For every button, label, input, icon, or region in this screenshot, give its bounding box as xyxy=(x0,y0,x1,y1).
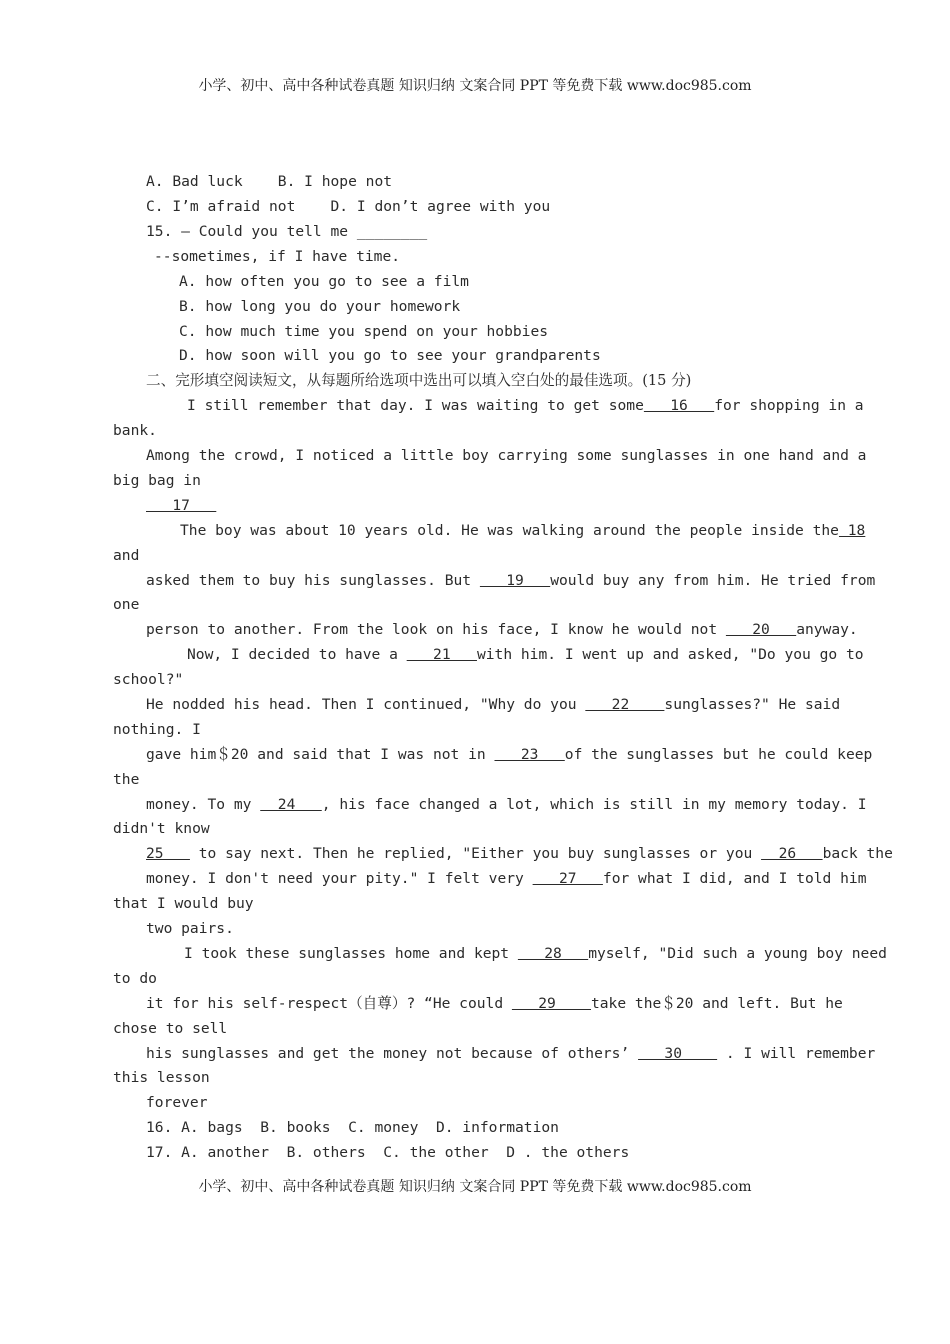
q14-options-line1: A. Bad luck B. I hope not xyxy=(146,173,393,190)
passage-line: this lesson xyxy=(113,1069,210,1086)
blank-24: 24 xyxy=(260,796,322,813)
q17-options: 17. A. another B. others C. the other D . the others xyxy=(146,1144,630,1161)
q15-option-c: C. how much time you spend on your hobbies xyxy=(179,323,549,340)
section-heading: 二、完形填空阅读短文，从每题所给选项中选出可以填入空白处的最佳选项。(15 分) xyxy=(146,372,692,389)
passage-line: two pairs. xyxy=(146,920,234,937)
blank-17: 17 xyxy=(146,497,217,514)
passage-line: Now, I decided to have a 21 with him. I went up and asked, "Do you go to xyxy=(187,646,864,663)
q15-option-a: A. how often you go to see a film xyxy=(179,273,469,290)
q15-stem: 15. — Could you tell me ________ xyxy=(146,223,428,240)
blank-16: 16 xyxy=(643,397,715,414)
page-footer: 小学、初中、高中各种试卷真题 知识归纳 文案合同 PPT 等免费下载 www.doc985.com xyxy=(198,1179,752,1195)
passage-line: money. To my 24 , his face changed a lot, which is still in my memory today. I xyxy=(146,796,867,813)
passage-line: and xyxy=(113,547,140,564)
blank-26: 26 xyxy=(761,845,823,862)
q15-option-d: D. how soon will you go to see your grandparents xyxy=(179,347,601,364)
page-header: 小学、初中、高中各种试卷真题 知识归纳 文案合同 PPT 等免费下载 www.doc985.com xyxy=(198,78,752,94)
q15-answer: --sometimes, if I have time. xyxy=(154,248,401,265)
passage-line: one xyxy=(113,596,140,613)
passage-line: person to another. From the look on his face, I know he would not 20 anyway. xyxy=(146,621,858,638)
passage-line: The boy was about 10 years old. He was walking around the people inside the 18 xyxy=(180,522,866,539)
passage-line: chose to sell xyxy=(113,1020,228,1037)
blank-18: 18 xyxy=(838,522,866,539)
q14-options-line2: C. I’m afraid not D. I don’t agree with you xyxy=(146,198,551,215)
blank-30: 30 xyxy=(638,1045,718,1062)
passage-line: asked them to buy his sunglasses. But 19 would buy any from him. He tried from xyxy=(146,572,876,589)
passage-line: that I would buy xyxy=(113,895,254,912)
passage-line: 25 to say next. Then he replied, "Either you buy sunglasses or you 26 back the xyxy=(146,845,893,862)
blank-25: 25 xyxy=(146,845,190,862)
passage-line: He nodded his head. Then I continued, "Why do you 22 sunglasses?" He said xyxy=(146,696,841,713)
q16-options: 16. A. bags B. books C. money D. information xyxy=(146,1119,559,1136)
blank-23: 23 xyxy=(494,746,565,763)
blank-19: 19 xyxy=(479,572,551,589)
passage-line: it for his self-respect（自尊）? “He could 29 take the＄20 and left. But he xyxy=(146,995,843,1012)
passage-line: forever xyxy=(146,1094,208,1111)
passage-line: bank. xyxy=(113,422,157,439)
passage-line: school?" xyxy=(113,671,184,688)
passage-line: gave him＄20 and said that I was not in 23 of the sunglasses but he could keep xyxy=(146,746,873,763)
passage-line: money. I don't need your pity." I felt very 27 for what I did, and I told him xyxy=(146,870,867,887)
blank-27: 27 xyxy=(532,870,603,887)
blank-20: 20 xyxy=(725,621,797,638)
passage-line: big bag in xyxy=(113,472,201,489)
passage-line: didn't know xyxy=(113,820,210,837)
passage-line: his sunglasses and get the money not because of others’ 30 . I will remember xyxy=(146,1045,876,1062)
passage-line: nothing. I xyxy=(113,721,201,738)
passage-line: I still remember that day. I was waiting to get some 16 for shopping in a xyxy=(187,397,864,414)
blank-29: 29 xyxy=(511,995,591,1012)
blank-28: 28 xyxy=(517,945,589,962)
q15-option-b: B. how long you do your homework xyxy=(179,298,461,315)
passage-line: the xyxy=(113,771,140,788)
passage-line: Among the crowd, I noticed a little boy carrying some sunglasses in one hand and a xyxy=(146,447,867,464)
passage-line xyxy=(146,497,216,515)
blank-22: 22 xyxy=(585,696,665,713)
passage-line: to do xyxy=(113,970,157,987)
blank-21: 21 xyxy=(406,646,477,663)
passage-line: I took these sunglasses home and kept 28 myself, "Did such a young boy need xyxy=(184,945,887,962)
